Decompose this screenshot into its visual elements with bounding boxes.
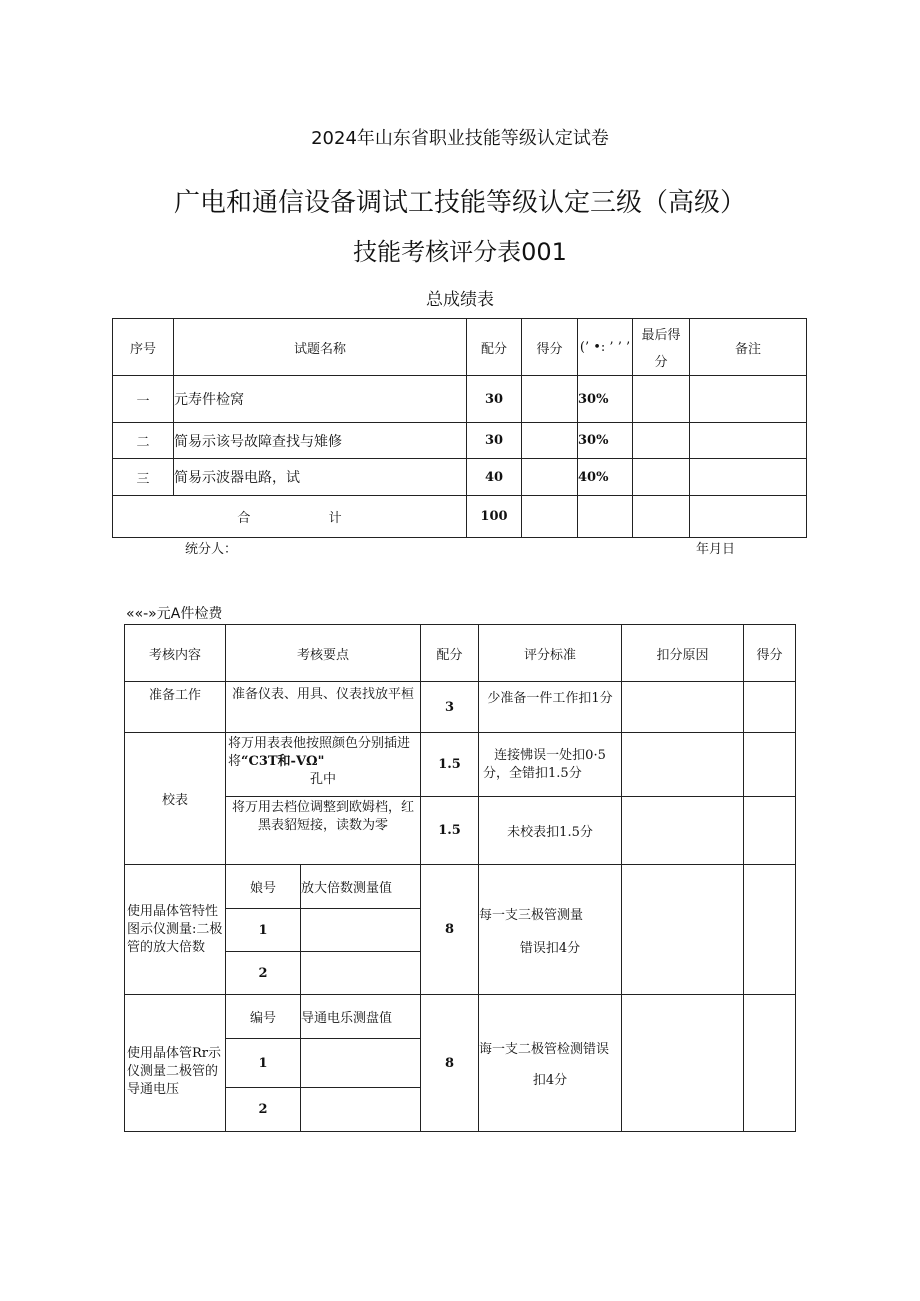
row-name: 简易示该号故障查找与雉修 (174, 423, 467, 459)
prep-criteria: 少准备一件工作扣1分 (479, 682, 622, 733)
header-deduct: 扣分原因 (622, 625, 744, 682)
calib-content: 校表 (125, 733, 226, 865)
total-label-b: 计 (328, 511, 342, 526)
table-row (113, 423, 807, 459)
transistor-val-2[interactable] (301, 952, 421, 995)
row-remark[interactable] (690, 376, 807, 423)
diode-col-val: 导通电乐测盘值 (301, 995, 421, 1039)
header-final (633, 319, 690, 376)
diode-col-no: 编号 (226, 995, 301, 1039)
calib-points-2: 1.5 (421, 797, 479, 865)
transistor-criteria-line1: 每一支三极管测量 (479, 907, 584, 923)
row-seq: 三 (113, 459, 174, 496)
transistor-points: 8 (421, 865, 479, 995)
calib-row-2 (125, 797, 796, 865)
row-name: 简易示波器电路，试 (174, 459, 467, 496)
diode-criteria-line2: 扣4分 (532, 1073, 568, 1088)
total-row (113, 496, 807, 538)
detail-table (124, 624, 796, 1132)
calib-point1-tail: 孔中 (310, 772, 337, 787)
exam-title: 2024年山东省职业技能等级认定试卷 (311, 128, 609, 149)
row-weight: 30% (578, 376, 633, 423)
calib-points-1: 1.5 (421, 733, 479, 797)
table-row (113, 376, 807, 423)
section-title: ««-»元A件检费 (126, 606, 223, 622)
header-key-points: 考核要点 (226, 625, 421, 682)
calib-deduct-2[interactable] (622, 797, 744, 865)
header-seq: 序号 (113, 319, 174, 376)
row-seq: 一 (113, 376, 174, 423)
transistor-criteria (479, 865, 622, 995)
transistor-content: 使用晶体管特性图示仪测量:二极管的放大倍数 (125, 865, 226, 995)
header-final-line2: 分 (654, 355, 668, 370)
calib-row-1 (125, 733, 796, 797)
row-weight: 30% (578, 423, 633, 459)
header-points: 配分 (467, 319, 522, 376)
summary-table-title: 总成绩表 (426, 290, 494, 310)
header-score: 得分 (522, 319, 578, 376)
calib-deduct-1[interactable] (622, 733, 744, 797)
transistor-row-head (125, 865, 796, 909)
row-points: 30 (467, 376, 522, 423)
summary-header-row (113, 319, 807, 376)
transistor-no-2: 2 (226, 952, 301, 995)
diode-deduct[interactable] (622, 995, 744, 1132)
transistor-col-val: 放大倍数测量值 (301, 865, 421, 909)
row-points: 40 (467, 459, 522, 496)
table-row (113, 459, 807, 496)
total-remark[interactable] (690, 496, 807, 538)
transistor-val-1[interactable] (301, 909, 421, 952)
scorer-label: 统分人： (185, 542, 238, 557)
diode-val-2[interactable] (301, 1088, 421, 1132)
calib-criteria-1 (479, 733, 622, 797)
header-content: 考核内容 (125, 625, 226, 682)
row-points: 30 (467, 423, 522, 459)
transistor-col-no: 娘号 (226, 865, 301, 909)
total-label (113, 496, 467, 538)
header-points: 配分 (421, 625, 479, 682)
calib-criteria1-line1: 连接怫误一处扣0·5 (494, 747, 606, 763)
header-remark: 备注 (690, 319, 807, 376)
diode-points: 8 (421, 995, 479, 1132)
row-score[interactable] (522, 459, 578, 496)
row-final[interactable] (633, 459, 690, 496)
total-final[interactable] (633, 496, 690, 538)
date-label: 年月日 (696, 542, 736, 557)
prep-points: 3 (421, 682, 479, 733)
prep-key-point: 准备仪表、用具、仪表找放平桓 (226, 682, 421, 733)
total-points: 100 (467, 496, 522, 538)
prep-deduct[interactable] (622, 682, 744, 733)
diode-criteria (479, 995, 622, 1132)
header-weight: (’ •: ’ ’ ’ (578, 319, 633, 376)
transistor-deduct[interactable] (622, 865, 744, 995)
row-score[interactable] (522, 423, 578, 459)
calib-criteria-2: 未校表扣1.5分 (479, 797, 622, 865)
row-final[interactable] (633, 423, 690, 459)
prep-content: 准备工作 (125, 682, 226, 733)
header-criteria: 评分标准 (479, 625, 622, 682)
total-label-a: 合 (237, 511, 251, 526)
diode-criteria-line1: 诲一支二极管检测错误 (479, 1042, 610, 1057)
row-remark[interactable] (690, 423, 807, 459)
transistor-no-1: 1 (226, 909, 301, 952)
diode-content-text: 使用晶体管Rr示仪测量二极管的导通电压 (127, 1046, 222, 1097)
calib-point1-symbol: “C3T和-VΩ" (241, 754, 325, 769)
header-final-line1: 最后得 (641, 328, 681, 343)
header-name: 试题名称 (174, 319, 467, 376)
total-weight (578, 496, 633, 538)
exam-subtitle: 广电和通信设备调试工技能等级认定三级（高级） (173, 188, 746, 218)
diode-no-1: 1 (226, 1039, 301, 1088)
transistor-score[interactable] (744, 865, 796, 995)
prep-score[interactable] (744, 682, 796, 733)
diode-row-head (125, 995, 796, 1039)
row-remark[interactable] (690, 459, 807, 496)
transistor-criteria-line2: 错误扣4分 (519, 940, 581, 956)
prep-row (125, 682, 796, 733)
diode-score[interactable] (744, 995, 796, 1132)
calib-point1-text: 将万用表表他按照颜色分别插进将 (228, 736, 411, 769)
row-final[interactable] (633, 376, 690, 423)
calib-score-1[interactable] (744, 733, 796, 797)
row-name: 元寿件检窝 (174, 376, 467, 423)
calib-key-point-1 (226, 733, 421, 797)
calib-key-point-2: 将万用去档位调整到欧姆档，红黑表貂短接，读数为零 (226, 797, 421, 865)
detail-header-row (125, 625, 796, 682)
calib-criteria1-line2: 分，全错扣1.5分 (483, 765, 582, 781)
header-score: 得分 (744, 625, 796, 682)
summary-table (112, 318, 807, 538)
diode-no-2: 2 (226, 1088, 301, 1132)
calib-score-2[interactable] (744, 797, 796, 865)
diode-content (125, 995, 226, 1132)
score-sheet-title: 技能考核评分表001 (353, 238, 567, 266)
row-score[interactable] (522, 376, 578, 423)
total-score[interactable] (522, 496, 578, 538)
row-weight: 40% (578, 459, 633, 496)
diode-val-1[interactable] (301, 1039, 421, 1088)
row-seq: 二 (113, 423, 174, 459)
